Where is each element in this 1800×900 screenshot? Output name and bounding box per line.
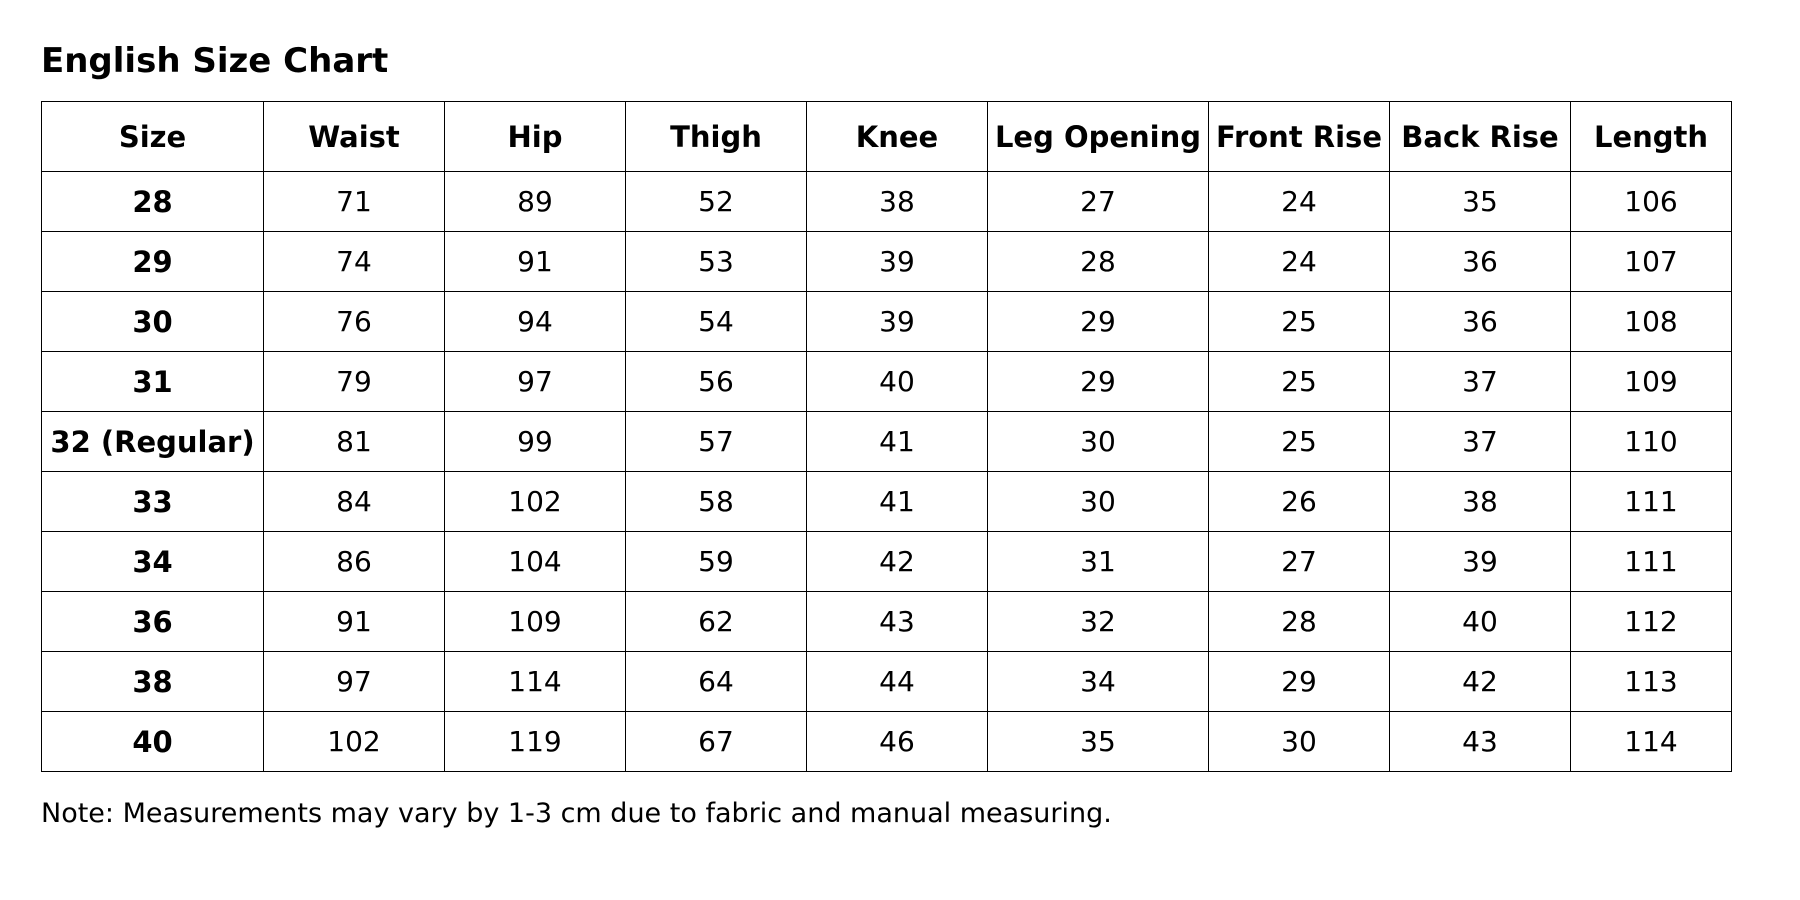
cell-leg-opening: 31 bbox=[988, 532, 1209, 592]
measurement-note: Note: Measurements may vary by 1-3 cm due to fabric and manual measuring. bbox=[41, 798, 1112, 829]
column-header-leg-opening: Leg Opening bbox=[988, 102, 1209, 172]
cell-thigh: 53 bbox=[626, 232, 807, 292]
size-cell: 31 bbox=[42, 352, 264, 412]
column-header-size: Size bbox=[42, 102, 264, 172]
size-chart-table bbox=[41, 101, 1732, 772]
cell-knee: 40 bbox=[807, 352, 988, 412]
table-header bbox=[42, 102, 1732, 172]
cell-waist: 71 bbox=[264, 172, 445, 232]
cell-back-rise: 43 bbox=[1390, 712, 1571, 772]
size-cell: 34 bbox=[42, 532, 264, 592]
size-cell: 28 bbox=[42, 172, 264, 232]
table-row bbox=[42, 712, 1732, 772]
cell-leg-opening: 30 bbox=[988, 412, 1209, 472]
cell-thigh: 64 bbox=[626, 652, 807, 712]
size-cell: 36 bbox=[42, 592, 264, 652]
cell-thigh: 67 bbox=[626, 712, 807, 772]
cell-back-rise: 36 bbox=[1390, 232, 1571, 292]
cell-length: 110 bbox=[1571, 412, 1732, 472]
cell-waist: 97 bbox=[264, 652, 445, 712]
cell-leg-opening: 30 bbox=[988, 472, 1209, 532]
size-cell: 29 bbox=[42, 232, 264, 292]
cell-waist: 91 bbox=[264, 592, 445, 652]
cell-back-rise: 35 bbox=[1390, 172, 1571, 232]
cell-back-rise: 37 bbox=[1390, 352, 1571, 412]
cell-knee: 44 bbox=[807, 652, 988, 712]
cell-thigh: 54 bbox=[626, 292, 807, 352]
cell-waist: 81 bbox=[264, 412, 445, 472]
table-row bbox=[42, 472, 1732, 532]
size-cell: 33 bbox=[42, 472, 264, 532]
cell-length: 111 bbox=[1571, 532, 1732, 592]
cell-hip: 91 bbox=[445, 232, 626, 292]
cell-hip: 102 bbox=[445, 472, 626, 532]
cell-hip: 119 bbox=[445, 712, 626, 772]
table-row bbox=[42, 292, 1732, 352]
column-header-length: Length bbox=[1571, 102, 1732, 172]
table-row bbox=[42, 652, 1732, 712]
cell-leg-opening: 29 bbox=[988, 292, 1209, 352]
cell-length: 113 bbox=[1571, 652, 1732, 712]
cell-length: 111 bbox=[1571, 472, 1732, 532]
column-header-knee: Knee bbox=[807, 102, 988, 172]
cell-knee: 42 bbox=[807, 532, 988, 592]
cell-knee: 41 bbox=[807, 472, 988, 532]
table-row bbox=[42, 592, 1732, 652]
page-title: English Size Chart bbox=[41, 41, 389, 81]
header-row bbox=[42, 102, 1732, 172]
cell-front-rise: 24 bbox=[1209, 232, 1390, 292]
cell-thigh: 56 bbox=[626, 352, 807, 412]
cell-front-rise: 27 bbox=[1209, 532, 1390, 592]
cell-front-rise: 25 bbox=[1209, 352, 1390, 412]
table-row bbox=[42, 172, 1732, 232]
cell-thigh: 62 bbox=[626, 592, 807, 652]
cell-front-rise: 25 bbox=[1209, 412, 1390, 472]
cell-waist: 79 bbox=[264, 352, 445, 412]
cell-length: 108 bbox=[1571, 292, 1732, 352]
cell-length: 114 bbox=[1571, 712, 1732, 772]
column-header-back-rise: Back Rise bbox=[1390, 102, 1571, 172]
size-cell: 32 (Regular) bbox=[42, 412, 264, 472]
cell-waist: 84 bbox=[264, 472, 445, 532]
cell-back-rise: 39 bbox=[1390, 532, 1571, 592]
cell-back-rise: 40 bbox=[1390, 592, 1571, 652]
cell-knee: 39 bbox=[807, 292, 988, 352]
cell-thigh: 57 bbox=[626, 412, 807, 472]
cell-thigh: 52 bbox=[626, 172, 807, 232]
cell-thigh: 59 bbox=[626, 532, 807, 592]
cell-hip: 109 bbox=[445, 592, 626, 652]
cell-length: 107 bbox=[1571, 232, 1732, 292]
cell-front-rise: 26 bbox=[1209, 472, 1390, 532]
cell-waist: 102 bbox=[264, 712, 445, 772]
cell-back-rise: 42 bbox=[1390, 652, 1571, 712]
cell-leg-opening: 27 bbox=[988, 172, 1209, 232]
cell-knee: 43 bbox=[807, 592, 988, 652]
column-header-thigh: Thigh bbox=[626, 102, 807, 172]
cell-hip: 114 bbox=[445, 652, 626, 712]
table-body bbox=[42, 172, 1732, 772]
size-cell: 38 bbox=[42, 652, 264, 712]
cell-front-rise: 29 bbox=[1209, 652, 1390, 712]
cell-front-rise: 28 bbox=[1209, 592, 1390, 652]
size-cell: 40 bbox=[42, 712, 264, 772]
cell-hip: 104 bbox=[445, 532, 626, 592]
cell-hip: 94 bbox=[445, 292, 626, 352]
size-cell: 30 bbox=[42, 292, 264, 352]
cell-front-rise: 24 bbox=[1209, 172, 1390, 232]
cell-leg-opening: 28 bbox=[988, 232, 1209, 292]
table-row bbox=[42, 412, 1732, 472]
cell-front-rise: 25 bbox=[1209, 292, 1390, 352]
column-header-waist: Waist bbox=[264, 102, 445, 172]
cell-length: 106 bbox=[1571, 172, 1732, 232]
cell-hip: 97 bbox=[445, 352, 626, 412]
cell-hip: 99 bbox=[445, 412, 626, 472]
cell-leg-opening: 32 bbox=[988, 592, 1209, 652]
cell-knee: 39 bbox=[807, 232, 988, 292]
table-row bbox=[42, 232, 1732, 292]
cell-waist: 86 bbox=[264, 532, 445, 592]
cell-back-rise: 38 bbox=[1390, 472, 1571, 532]
cell-leg-opening: 35 bbox=[988, 712, 1209, 772]
cell-knee: 38 bbox=[807, 172, 988, 232]
cell-back-rise: 36 bbox=[1390, 292, 1571, 352]
cell-length: 112 bbox=[1571, 592, 1732, 652]
cell-leg-opening: 29 bbox=[988, 352, 1209, 412]
cell-hip: 89 bbox=[445, 172, 626, 232]
cell-knee: 46 bbox=[807, 712, 988, 772]
table-row bbox=[42, 532, 1732, 592]
cell-waist: 74 bbox=[264, 232, 445, 292]
cell-thigh: 58 bbox=[626, 472, 807, 532]
cell-leg-opening: 34 bbox=[988, 652, 1209, 712]
column-header-front-rise: Front Rise bbox=[1209, 102, 1390, 172]
column-header-hip: Hip bbox=[445, 102, 626, 172]
table-row bbox=[42, 352, 1732, 412]
cell-knee: 41 bbox=[807, 412, 988, 472]
cell-length: 109 bbox=[1571, 352, 1732, 412]
cell-waist: 76 bbox=[264, 292, 445, 352]
cell-back-rise: 37 bbox=[1390, 412, 1571, 472]
cell-front-rise: 30 bbox=[1209, 712, 1390, 772]
